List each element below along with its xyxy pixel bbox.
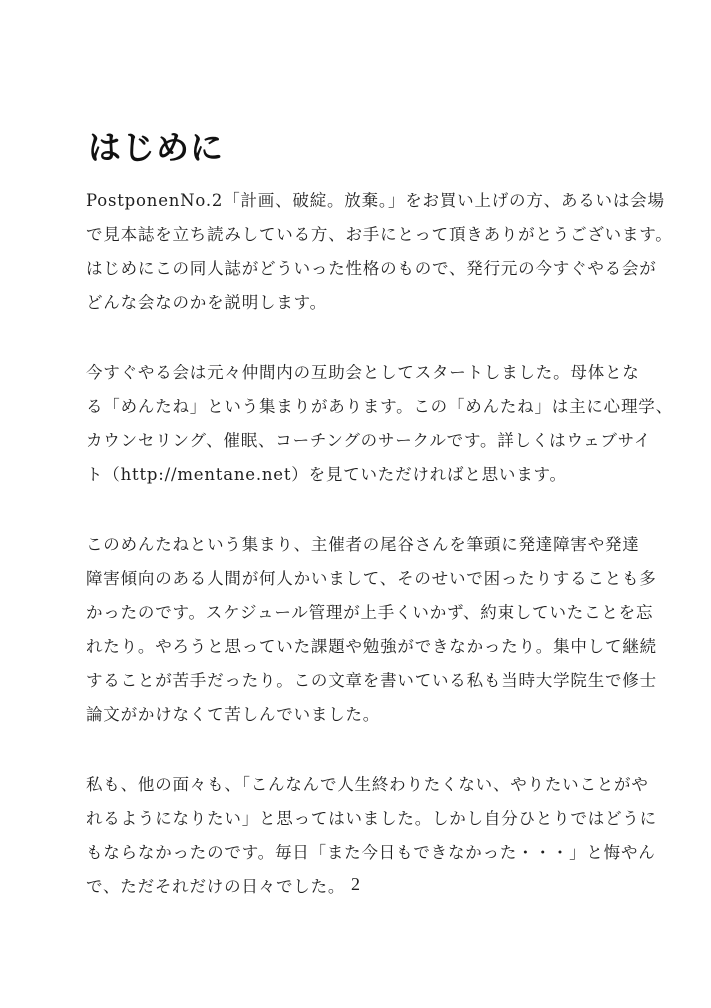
section-heading: はじめに: [88, 128, 224, 167]
text-line: もならなかったのです。毎日「また今日もできなかった・・・」と悔やん: [86, 843, 656, 862]
text-line: で見本誌を立ち読みしている方、お手にとって頂きありがとうございます。: [86, 225, 673, 244]
text-line: はじめにこの同人誌がどういった性格のもので、発行元の今すぐやる会が: [86, 259, 657, 278]
paragraph-3: [86, 528, 657, 732]
text-line: る「めんたね」という集まりがあります。この「めんたね」は主に心理学、: [86, 397, 673, 416]
body-text: [86, 184, 673, 940]
text-line: かったのです。スケジュール管理が上手くいかず、約束していたことを忘: [86, 603, 654, 622]
text-line: れたり。やろうと思っていた課題や勉強ができなかったり。集中して継続: [86, 637, 657, 656]
paragraph-1: [86, 184, 673, 320]
text-line: れるようになりたい」と思ってはいました。しかし自分ひとりではどうに: [86, 809, 657, 828]
text-line: PostponenNo.2「計画、破綻。放棄。」をお買い上げの方、あるいは会場: [86, 191, 665, 210]
text-line: 障害傾向のある人間が何人かいまして、そのせいで困ったりすることも多: [86, 569, 657, 588]
text-line: することが苦手だったり。この文章を書いている私も当時大学院生で修士: [86, 671, 657, 690]
text-line: 今すぐやる会は元々仲間内の互助会としてスタートしました。母体とな: [86, 363, 640, 382]
page-number: 2: [351, 874, 360, 894]
text-line: で、ただそれだけの日々でした。: [86, 877, 346, 896]
text-line: 論文がかけなくて苦しんでいました。: [86, 705, 381, 724]
text-line: このめんたねという集まり、主催者の尾谷さんを筆頭に発達障害や発達: [86, 535, 640, 554]
text-line: カウンセリング、催眠、コーチングのサークルです。詳しくはウェブサイ: [86, 431, 652, 450]
paragraph-2: [86, 356, 673, 492]
text-line: どんな会なのかを説明します。: [86, 293, 327, 312]
text-line: ト（http://mentane.net）を見ていただければと思います。: [86, 465, 567, 484]
text-line: 私も、他の面々も、「こんなんで人生終わりたくない、やりたいことがや: [86, 775, 649, 794]
